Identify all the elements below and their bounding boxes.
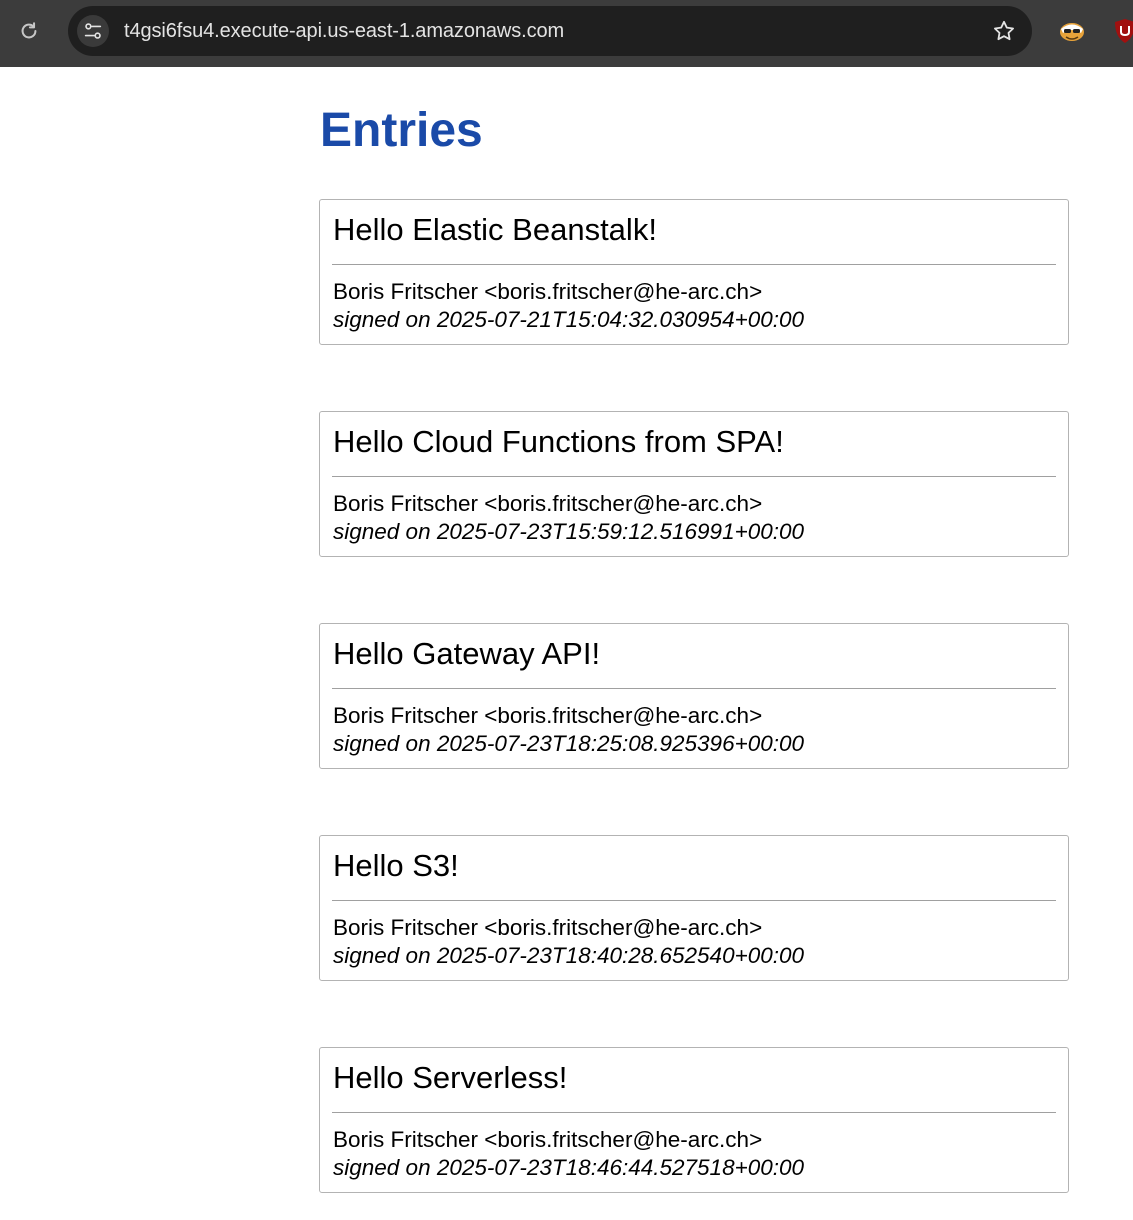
entry-signed-date: signed on 2025-07-23T18:25:08.925396+00:00	[333, 731, 805, 756]
bookmark-star-icon[interactable]	[992, 19, 1016, 43]
entry-divider	[332, 688, 1056, 689]
extension-icon[interactable]	[1057, 16, 1087, 46]
entry-author: Boris Fritscher <boris.fritscher@he-arc.ch>	[333, 1127, 763, 1152]
browser-toolbar	[0, 0, 1133, 67]
entry-title: Hello S3!	[333, 848, 459, 883]
address-bar[interactable]	[68, 6, 1032, 56]
entry-author: Boris Fritscher <boris.fritscher@he-arc.ch>	[333, 279, 763, 304]
entry-author: Boris Fritscher <boris.fritscher@he-arc.ch>	[333, 491, 763, 516]
entry-title: Hello Gateway API!	[333, 636, 601, 671]
entry-divider	[332, 900, 1056, 901]
entry-author: Boris Fritscher <boris.fritscher@he-arc.ch>	[333, 703, 763, 728]
entry-signed-date: signed on 2025-07-23T18:46:44.527518+00:00	[333, 1155, 805, 1180]
entry-title: Hello Serverless!	[333, 1060, 568, 1095]
site-info-icon[interactable]	[77, 15, 109, 47]
entry-divider	[332, 1112, 1056, 1113]
entry-author: Boris Fritscher <boris.fritscher@he-arc.ch>	[333, 915, 763, 940]
entry-title: Hello Cloud Functions from SPA!	[333, 424, 784, 459]
entry-card	[319, 411, 1069, 557]
reload-icon[interactable]	[15, 17, 43, 45]
entry-divider	[332, 264, 1056, 265]
page-title: Entries	[320, 104, 483, 157]
entry-card	[319, 199, 1069, 345]
ublock-icon[interactable]	[1113, 17, 1133, 45]
url-text[interactable]: t4gsi6fsu4.execute-api.us-east-1.amazonaws.com	[124, 20, 565, 42]
entry-divider	[332, 476, 1056, 477]
entry-card	[319, 835, 1069, 981]
entry-title: Hello Elastic Beanstalk!	[333, 212, 657, 247]
entry-signed-date: signed on 2025-07-21T15:04:32.030954+00:00	[333, 307, 805, 332]
entry-signed-date: signed on 2025-07-23T15:59:12.516991+00:00	[333, 519, 805, 544]
entry-card	[319, 1047, 1069, 1193]
entry-signed-date: signed on 2025-07-23T18:40:28.652540+00:00	[333, 943, 805, 968]
entry-card	[319, 623, 1069, 769]
